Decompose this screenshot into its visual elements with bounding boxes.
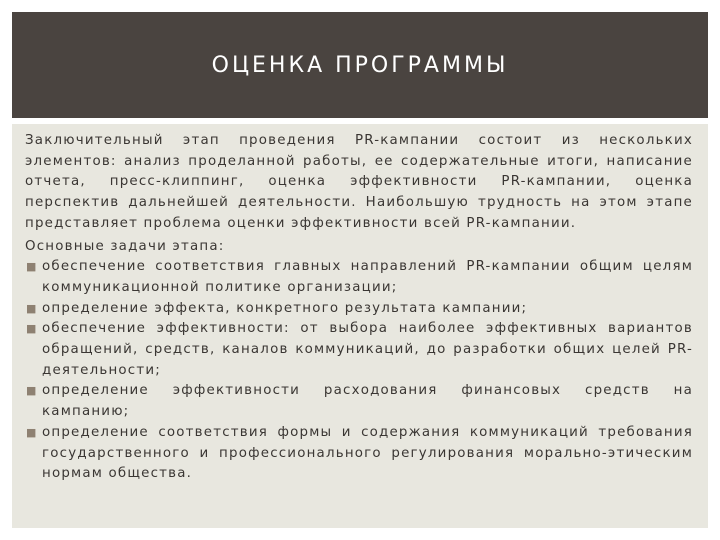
list-item-text: определение эффективности расходования финансовых средств на кампанию; xyxy=(42,383,693,420)
tasks-heading: Основные задачи этапа: xyxy=(25,238,225,254)
list-item-text: определение соответствия формы и содержания коммуникаций требования государственного и профессионального регулирования морально-этическим нормам общества. xyxy=(42,424,693,482)
list-item xyxy=(25,319,693,381)
square-bullet-icon: ■ xyxy=(26,260,38,274)
intro-paragraph: Заключительный этап проведения PR-кампании состоит из нескольких элементов: анализ проделанной работы, ее содержательные итоги, написание отчета, пресс-клиппинг, оценка эффективности PR-кампании, оценка перспектив дальнейшей деятельности. Наибольшую трудность на этом этапе представляет проблема оценки эффективности всей PR-кампании. xyxy=(25,133,693,231)
list-item xyxy=(25,257,693,298)
tasks-list xyxy=(25,257,693,485)
list-item xyxy=(25,381,693,422)
square-bullet-icon: ■ xyxy=(26,322,38,336)
list-item xyxy=(25,423,693,485)
square-bullet-icon: ■ xyxy=(26,425,38,439)
list-item-text: определение эффекта, конкретного результата кампании; xyxy=(42,300,528,316)
title-bar xyxy=(12,12,708,118)
square-bullet-icon: ■ xyxy=(26,384,38,398)
list-item-text: обеспечение соответствия главных направлений PR-кампании общим целям коммуникационной политике организации; xyxy=(42,259,693,295)
slide-title: ОЦЕНКА ПРОГРАММЫ xyxy=(211,52,509,78)
content-area xyxy=(12,124,708,528)
list-item-text: обеспечение эффективности: от выбора наиболее эффективных вариантов обращений, средств, каналов коммуникаций, до разработки общих целей PR-деятельности; xyxy=(42,321,693,378)
square-bullet-icon: ■ xyxy=(26,301,38,315)
list-item xyxy=(25,299,693,320)
